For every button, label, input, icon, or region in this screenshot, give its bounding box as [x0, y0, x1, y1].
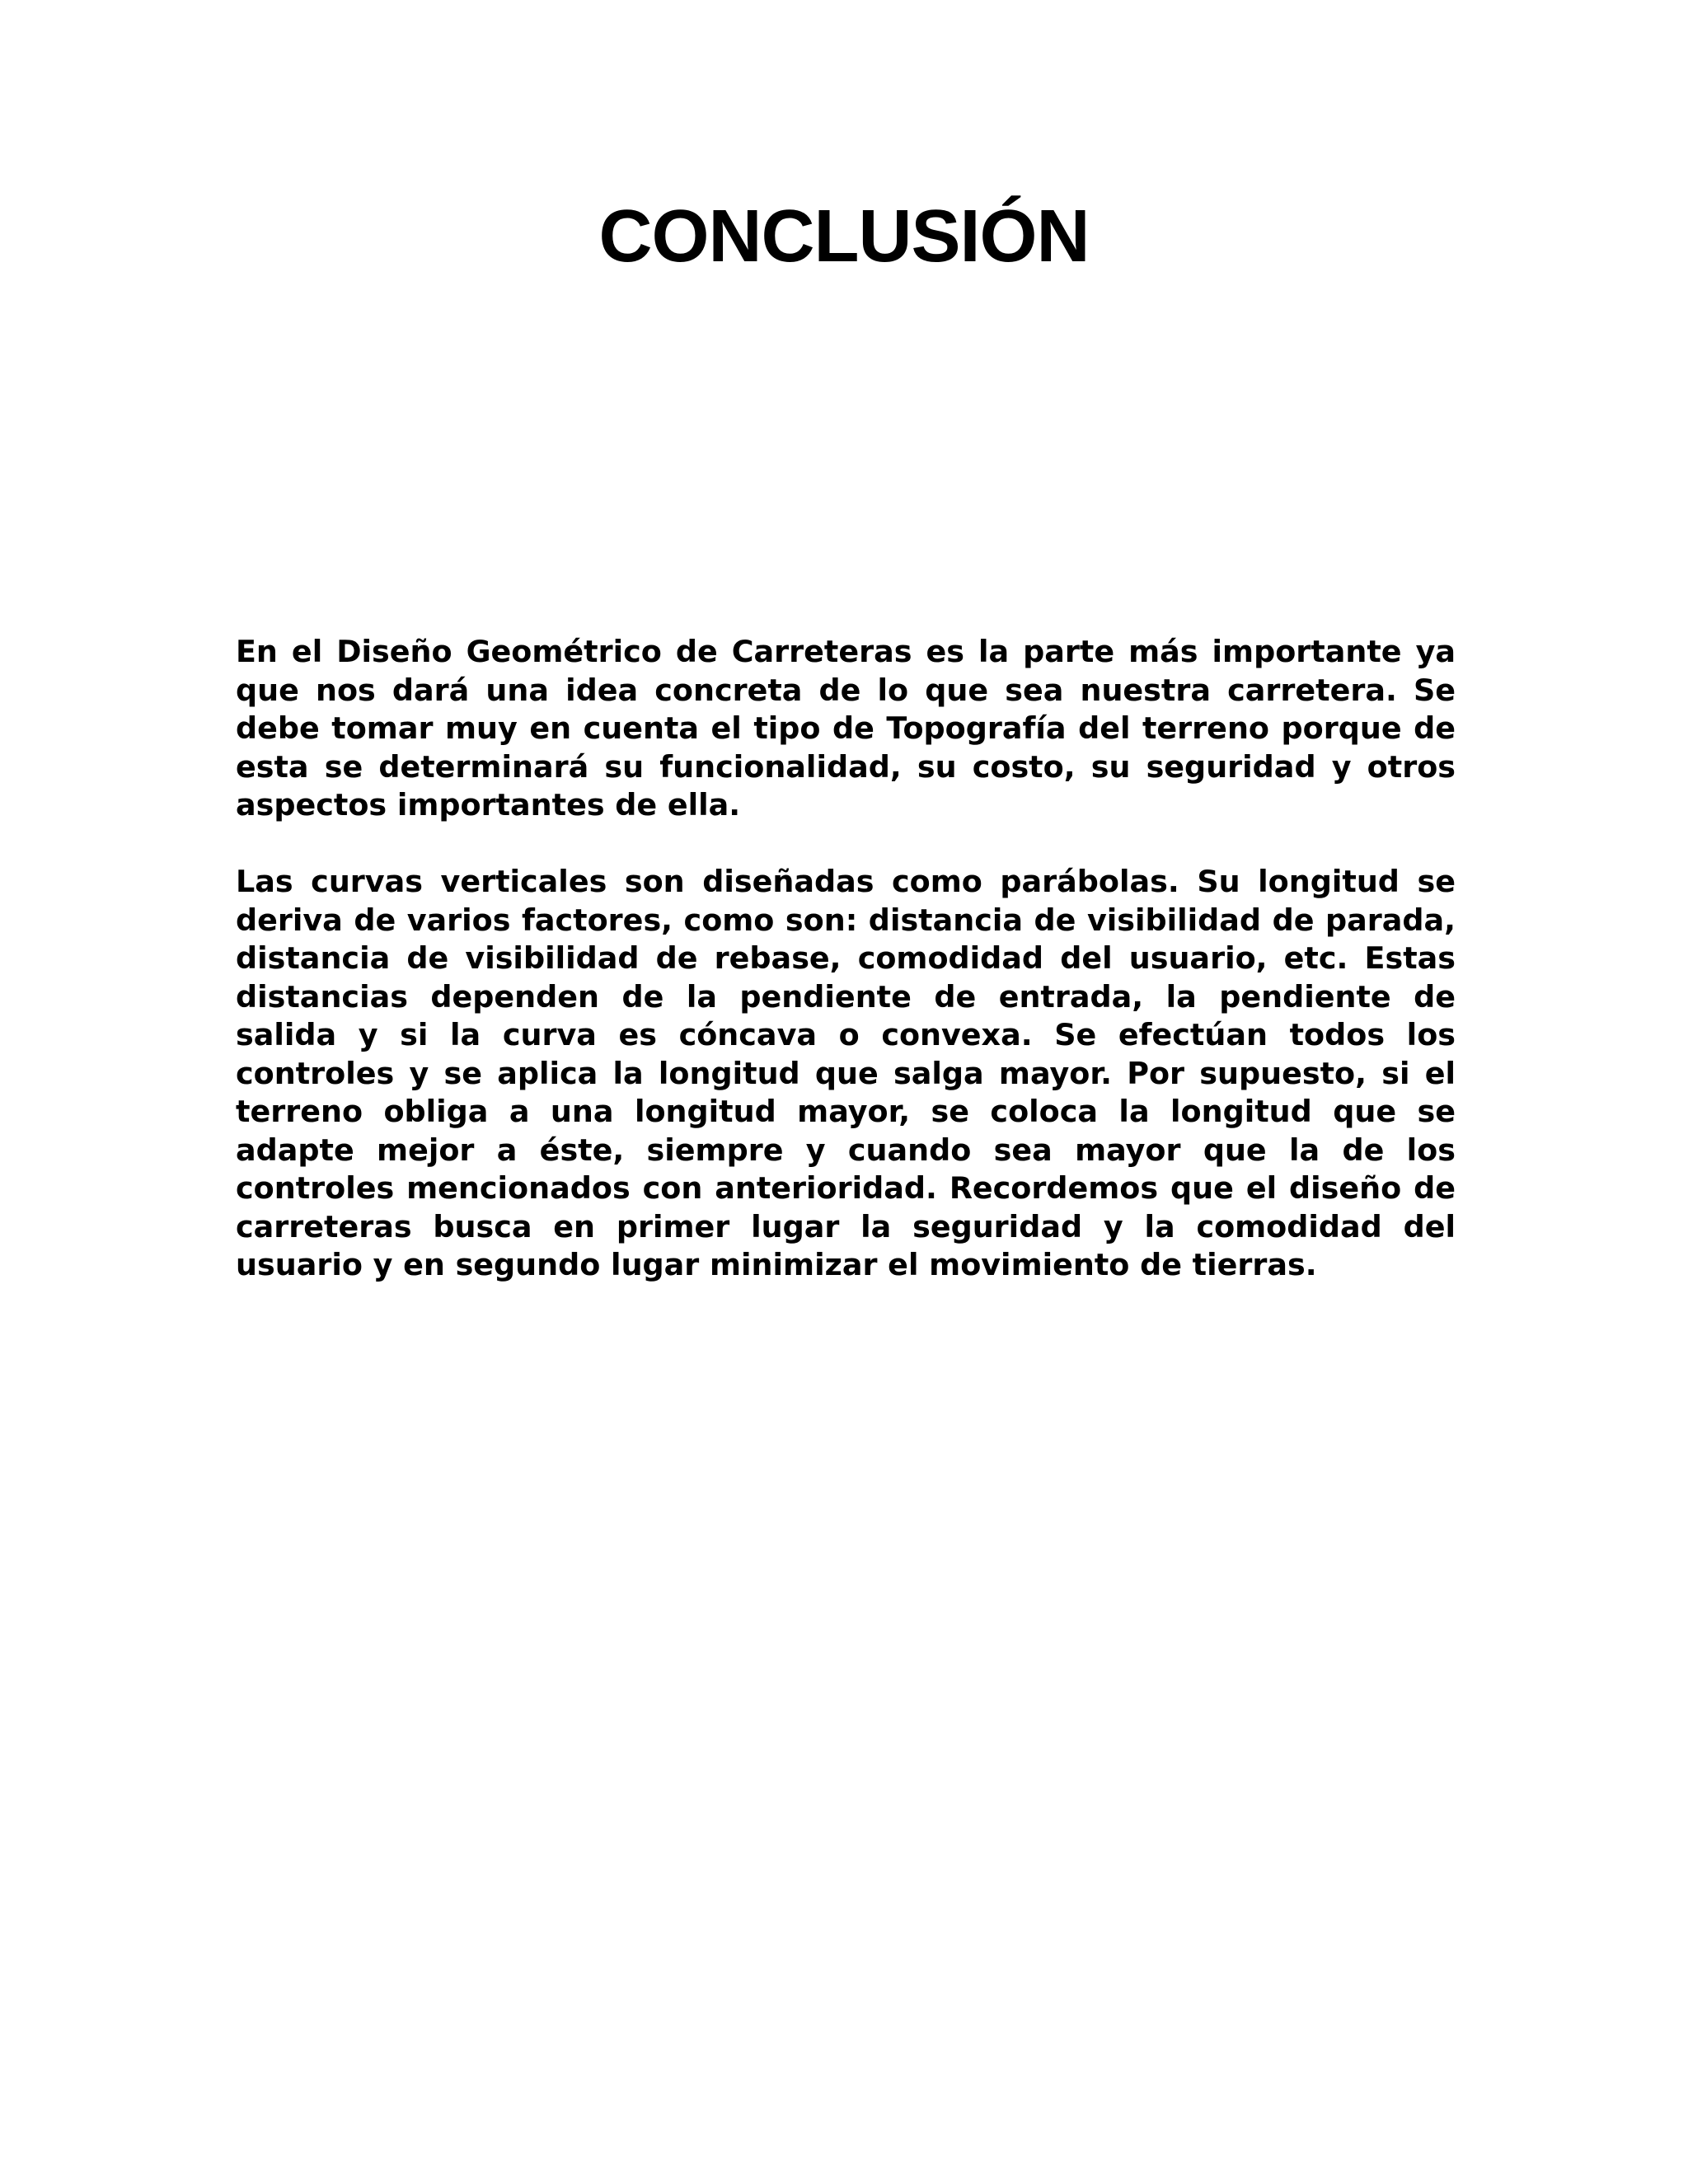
page-title: CONCLUSIÓN: [598, 195, 1090, 278]
paragraph-vertical-curves: Las curvas verticales son diseñadas como parábolas. Su longitud se deriva de varios factores, como son: distancia de visibilidad de parada, distancia de visibilidad de rebase, comodidad del usuario, etc. Estas distancias dependen de la pendiente de entrada, la pendiente de salida y si la curva es cóncava o convexa. Se efectúan todos los controles y se aplica la longitud que salga mayor. Por supuesto, si el terreno obliga a una longitud mayor, se coloca la longitud que se adapte mejor a éste, siempre y cuando sea mayor que la de los controles mencionados con anterioridad. Recordemos que el diseño de carreteras busca en primer lugar la seguridad y la comodidad del usuario y en segundo lugar minimizar el movimiento de tierras.: [236, 864, 1456, 1282]
document-body: [236, 633, 1456, 1323]
paragraph-intro: En el Diseño Geométrico de Carreteras es la parte más importante ya que nos dará una idea concreta de lo que sea nuestra carretera. Se debe tomar muy en cuenta el tipo de Topografía del terreno porque de esta se determinará su funcionalidad, su costo, su seguridad y otros aspectos importantes de ella.: [236, 634, 1456, 823]
